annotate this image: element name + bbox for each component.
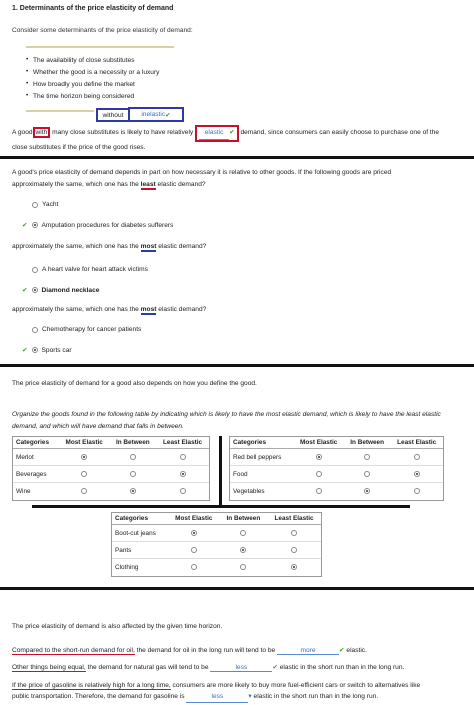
q3-option-sports-car[interactable]: ✔ Sports car xyxy=(22,346,72,354)
section1-title: 1. Determinants of the price elasticity of demand xyxy=(12,5,174,12)
check-icon: ✔ xyxy=(339,647,345,654)
dropdown-option-without[interactable]: without xyxy=(96,108,130,122)
section1-sentence: A good with many close substitutes is likely to have relatively elastic ✔ demand, since consumers can easily choose to purchase one of the close substitutes if the price of the good rises. xyxy=(12,125,470,154)
radio-button[interactable] xyxy=(32,327,38,333)
section3-intro: The price elasticity of demand for a good also depends on how you define the good. xyxy=(12,380,257,387)
table-row xyxy=(13,466,209,483)
col-header: Least Elastic xyxy=(390,437,443,449)
radio-button-selected[interactable] xyxy=(81,454,87,460)
category-label: Food xyxy=(230,466,293,483)
radio-button-selected[interactable] xyxy=(32,347,38,353)
category-label: Beverages xyxy=(13,466,59,483)
section4-sentence-2: Other things being equal, the demand for natural gas will tend to be less ✔ elastic in the short run than in the long run. xyxy=(12,664,405,671)
category-label: Wine xyxy=(13,483,59,500)
table-row xyxy=(13,449,209,466)
table-row xyxy=(112,525,321,542)
q1-option-amputation[interactable]: ✔ Amputation procedures for diabetes sufferers xyxy=(22,221,174,229)
dropdown-option-inelastic[interactable]: inelastic ✔ xyxy=(128,107,184,122)
category-label: Merlot xyxy=(13,449,59,466)
check-icon: ✔ xyxy=(22,287,28,294)
radio-button[interactable] xyxy=(191,564,197,570)
table-row xyxy=(230,483,443,500)
most-emphasis: most xyxy=(140,306,157,313)
list-item: • Whether the good is a necessity or a luxury xyxy=(26,69,159,76)
radio-button[interactable] xyxy=(364,454,370,460)
tan-divider xyxy=(26,110,94,112)
table-row xyxy=(112,559,321,576)
less-dropdown[interactable]: less xyxy=(186,691,248,703)
with-dropdown[interactable]: with xyxy=(33,127,51,138)
col-header: Categories xyxy=(13,437,59,449)
section4-intro: The price elasticity of demand is also affected by the given time horizon. xyxy=(12,623,223,630)
col-header: Categories xyxy=(112,513,168,525)
section3-instructions: Organize the goods found in the following table by indicating which is likely to have the most elastic demand, which is likely to have the least elastic demand, and which will have demand that falls in between. xyxy=(12,411,441,430)
q1-option-yacht[interactable]: Yacht xyxy=(32,201,58,208)
radio-button[interactable] xyxy=(291,530,297,536)
radio-button-selected[interactable] xyxy=(414,471,420,477)
col-header: In Between xyxy=(220,513,267,525)
less-dropdown[interactable]: less xyxy=(210,664,272,672)
category-label: Pants xyxy=(112,542,168,559)
q2-prompt: approximately the same, which one has the most elastic demand? xyxy=(12,243,207,250)
radio-button[interactable] xyxy=(81,488,87,494)
radio-button-selected[interactable] xyxy=(32,222,38,228)
radio-button[interactable] xyxy=(130,471,136,477)
category-label: Clothing xyxy=(112,559,168,576)
section4-sentence-1: Compared to the short-run demand for oil, the demand for oil in the long run will tend to be more ✔ elastic. xyxy=(12,647,367,654)
radio-button[interactable] xyxy=(414,454,420,460)
radio-button[interactable] xyxy=(291,547,297,553)
col-header: In Between xyxy=(110,437,157,449)
check-icon: ✔ xyxy=(165,111,171,119)
check-icon: ✔ xyxy=(229,129,235,136)
col-header: Most Elastic xyxy=(59,437,110,449)
category-label: Red bell peppers xyxy=(230,449,293,466)
underline-phrase: Compared to the short-run demand for oil, xyxy=(12,647,135,654)
radio-button-selected[interactable] xyxy=(291,564,297,570)
least-emphasis: least xyxy=(140,181,156,188)
radio-button-selected[interactable] xyxy=(180,471,186,477)
q3-option-chemotherapy[interactable]: Chemotherapy for cancer patients xyxy=(32,326,141,333)
radio-button-selected[interactable] xyxy=(240,547,246,553)
col-header: Least Elastic xyxy=(156,437,209,449)
radio-button[interactable] xyxy=(32,202,38,208)
q2-option-diamond-necklace[interactable]: ✔ Diamond necklace xyxy=(22,286,100,294)
radio-button[interactable] xyxy=(316,488,322,494)
check-icon: ✔ xyxy=(22,222,28,229)
radio-button[interactable] xyxy=(414,488,420,494)
category-label: Vegetables xyxy=(230,483,293,500)
radio-button[interactable] xyxy=(180,454,186,460)
col-header: In Between xyxy=(344,437,390,449)
radio-button[interactable] xyxy=(81,471,87,477)
chevron-down-icon[interactable]: ▾ xyxy=(248,693,252,700)
col-header: Least Elastic xyxy=(267,513,321,525)
more-dropdown[interactable]: more xyxy=(277,647,339,655)
check-icon: ✔ xyxy=(272,664,278,671)
elasticity-table-2 xyxy=(229,436,444,501)
section-divider xyxy=(0,156,474,159)
radio-button-selected[interactable] xyxy=(364,488,370,494)
table-row xyxy=(230,449,443,466)
q2-option-heart-valve[interactable]: A heart valve for heart attack victims xyxy=(32,266,148,273)
radio-button-selected[interactable] xyxy=(191,530,197,536)
radio-button[interactable] xyxy=(316,471,322,477)
category-label: Boot-cut jeans xyxy=(112,525,168,542)
underline-phrase: If the price of gasoline is relatively high for a long time, xyxy=(12,682,171,689)
radio-button-selected[interactable] xyxy=(32,287,38,293)
table-row xyxy=(112,542,321,559)
section-divider xyxy=(0,587,474,590)
section1-intro: Consider some determinants of the price elasticity of demand: xyxy=(12,27,193,34)
section4-sentence-3: If the price of gasoline is relatively high for a long time, consumers are more likely to buy more fuel-efficient cars or switch to alternatives like public transportation. Therefore, the demand for gasoline is less ▾ elastic in the short run than in the long run. xyxy=(12,680,472,703)
radio-button[interactable] xyxy=(191,547,197,553)
elasticity-table-3 xyxy=(111,512,322,577)
check-icon: ✔ xyxy=(22,347,28,354)
table-divider-vertical xyxy=(219,436,222,506)
elastic-dropdown[interactable]: elastic ✔ xyxy=(195,125,239,142)
q3-prompt: approximately the same, which one has the most elastic demand? xyxy=(12,306,207,313)
table-row xyxy=(13,483,209,500)
col-header: Most Elastic xyxy=(293,437,344,449)
tan-divider xyxy=(26,46,174,48)
section2-intro: A good's price elasticity of demand depends in part on how necessary it is relative to other goods. If the following goods are priced approximately the same, which one has the least elastic demand? xyxy=(12,169,392,188)
table-row xyxy=(230,466,443,483)
radio-button-selected[interactable] xyxy=(316,454,322,460)
radio-button[interactable] xyxy=(240,564,246,570)
section-divider xyxy=(0,364,474,367)
radio-button[interactable] xyxy=(364,471,370,477)
radio-button[interactable] xyxy=(130,454,136,460)
most-emphasis: most xyxy=(140,243,157,250)
list-item: • The availability of close substitutes xyxy=(26,57,159,64)
col-header: Categories xyxy=(230,437,293,449)
radio-button-selected[interactable] xyxy=(130,488,136,494)
col-header: Most Elastic xyxy=(168,513,220,525)
radio-button[interactable] xyxy=(180,488,186,494)
list-item: • How broadly you define the market xyxy=(26,81,159,88)
radio-button[interactable] xyxy=(240,530,246,536)
elasticity-table-1 xyxy=(12,436,210,501)
underline-phrase: Other things being equal, xyxy=(12,664,86,671)
list-item: • The time horizon being considered xyxy=(26,93,159,100)
radio-button[interactable] xyxy=(32,267,38,273)
determinants-list xyxy=(26,57,159,105)
